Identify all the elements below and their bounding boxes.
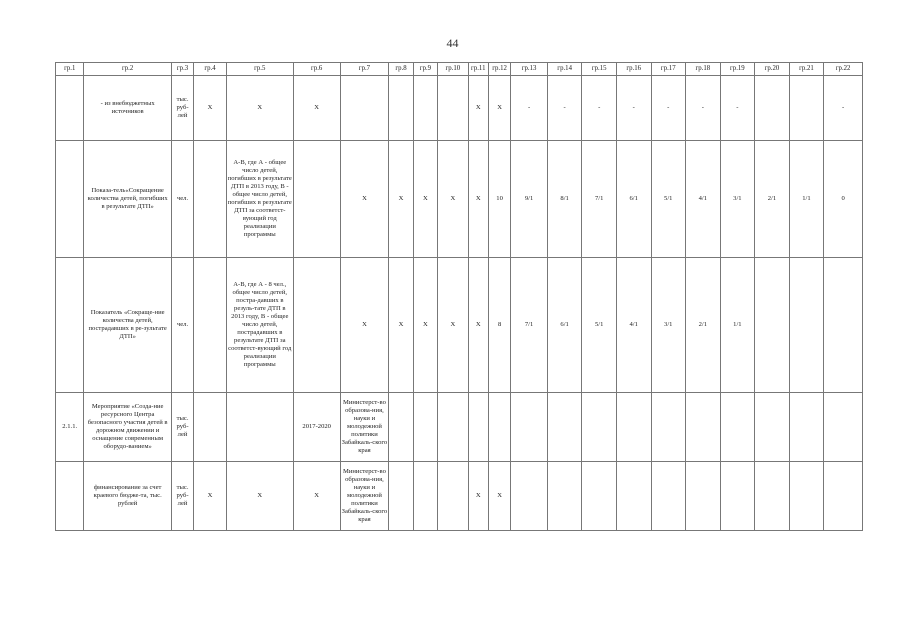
table-cell [194,141,227,258]
table-cell: 2/1 [755,141,790,258]
table-cell [789,462,824,531]
table-cell: Х [293,76,340,141]
table-cell [438,462,468,531]
table-cell: - [824,76,863,141]
table-cell [755,393,790,462]
table-cell: 6/1 [547,258,582,393]
table-cell: Х [468,76,488,141]
table-cell [511,393,548,462]
table-cell: - [511,76,548,141]
table-cell [824,462,863,531]
table-cell: Министерст-во образова-ния, науки и молодежной политики Забайкаль-ского края [340,462,389,531]
table-cell: Х [413,141,437,258]
table-cell: - [686,76,721,141]
table-row [56,76,863,141]
table-cell: 8 [488,258,510,393]
column-header: гр.11 [468,63,488,76]
table-cell: чел. [171,258,193,393]
table-cell: Министерст-во образова-ния, науки и молодежной политики Забайкаль-ского края [340,393,389,462]
table-cell [651,462,686,531]
table-cell [468,393,488,462]
table-cell [293,141,340,258]
column-header: гр.17 [651,63,686,76]
table-cell: Х [340,141,389,258]
table-cell: 3/1 [651,258,686,393]
column-header: гр.20 [755,63,790,76]
table-cell [56,258,84,393]
table-cell: 8/1 [547,141,582,258]
column-header: гр.13 [511,63,548,76]
table-cell: А-В, где А - общее число детей, погибших в результате ДТП в 2013 году, В - общее число детей, погибших в результате ДТП за соответст-вующий год реализации программы [226,141,293,258]
table-cell: Х [488,462,510,531]
table-cell [616,393,651,462]
table-row [56,393,863,462]
table-cell: 1/1 [789,141,824,258]
column-header: гр.14 [547,63,582,76]
table-cell [789,258,824,393]
column-header: гр.19 [720,63,755,76]
table-cell: 2017-2020 [293,393,340,462]
table-cell [438,393,468,462]
column-header: гр.5 [226,63,293,76]
table-cell: 4/1 [616,258,651,393]
table-cell: тыс. руб-лей [171,76,193,141]
table-cell [56,141,84,258]
table-cell: - [720,76,755,141]
table-cell: - [582,76,617,141]
table-cell: 1/1 [720,258,755,393]
column-header: гр.16 [616,63,651,76]
column-header: гр.8 [389,63,413,76]
table-cell [755,76,790,141]
table-cell [686,462,721,531]
table-cell: Х [194,76,227,141]
column-header: гр.12 [488,63,510,76]
table-cell: 2.1.1. [56,393,84,462]
table-cell: 10 [488,141,510,258]
table-cell: Х [468,462,488,531]
table-cell: Мероприятие «Созда-ние ресурсного Центра безопасного участия детей в дорожном движении и оснащение современным оборудо-ванием» [84,393,171,462]
table-cell [438,76,468,141]
table-cell [389,76,413,141]
table-cell: 3/1 [720,141,755,258]
table-cell [547,393,582,462]
table-cell: Х [226,76,293,141]
table-cell: Х [438,141,468,258]
table-cell [720,393,755,462]
table-cell: 5/1 [582,258,617,393]
table-cell [413,393,437,462]
table-cell [340,76,389,141]
table-cell: - [616,76,651,141]
table-row [56,141,863,258]
table-cell [413,462,437,531]
table-cell: 7/1 [582,141,617,258]
column-header: гр.1 [56,63,84,76]
table-cell [824,393,863,462]
table-cell [651,393,686,462]
table-cell [488,393,510,462]
table-cell: 2/1 [686,258,721,393]
table-cell: Показа-тель«Сокращение количества детей, погибших в результате ДТП» [84,141,171,258]
table-cell [56,462,84,531]
table-cell: тыс. руб-лей [171,393,193,462]
data-table [55,62,863,531]
table-cell [511,462,548,531]
table-cell: Х [413,258,437,393]
table-cell: Х [468,141,488,258]
column-header: гр.3 [171,63,193,76]
table-cell [720,462,755,531]
column-header: гр.18 [686,63,721,76]
table-cell [616,462,651,531]
column-header: гр.21 [789,63,824,76]
table-cell: Х [438,258,468,393]
table-cell [547,462,582,531]
table-cell [226,393,293,462]
table-row [56,258,863,393]
table-cell: - из внебюджетных источников [84,76,171,141]
table-cell: 6/1 [616,141,651,258]
table-cell [194,258,227,393]
table-cell: чел. [171,141,193,258]
table-cell: Х [488,76,510,141]
table-cell: 7/1 [511,258,548,393]
column-header: гр.4 [194,63,227,76]
table-cell [389,393,413,462]
table-cell: А-В, где А - 8 чел., общее число детей, постра-давших в резуль-тате ДТП в 2013 году, В - общее число детей, пострадавших в результате ДТП за соответст-вующий год реализации программы [226,258,293,393]
table-cell: Х [389,258,413,393]
table-cell [582,393,617,462]
column-header: гр.6 [293,63,340,76]
column-header: гр.22 [824,63,863,76]
table-cell: Показатель «Сокраще-ние количества детей, пострадавших в ре-зультате ДТП» [84,258,171,393]
table-cell [755,258,790,393]
table-cell: 4/1 [686,141,721,258]
header-row [56,63,863,76]
column-header: гр.10 [438,63,468,76]
table-cell [389,462,413,531]
table-cell: тыс. руб-лей [171,462,193,531]
table-cell: - [547,76,582,141]
table-cell: 0 [824,141,863,258]
table-cell: 9/1 [511,141,548,258]
table-cell [755,462,790,531]
table-cell [789,393,824,462]
table-cell: Х [389,141,413,258]
table-cell: Х [340,258,389,393]
table-cell [686,393,721,462]
table-cell: Х [194,462,227,531]
column-header: гр.15 [582,63,617,76]
column-header: гр.9 [413,63,437,76]
table-cell [293,258,340,393]
table-cell [56,76,84,141]
table-cell: финансирование за счет краевого бюдже-та, тыс. рублей [84,462,171,531]
table-row [56,462,863,531]
table-cell: 5/1 [651,141,686,258]
table-cell [582,462,617,531]
table-cell: Х [293,462,340,531]
page-number: 44 [446,36,459,50]
table-cell [789,76,824,141]
table-cell: Х [226,462,293,531]
column-header: гр.2 [84,63,171,76]
table-cell: Х [468,258,488,393]
column-header: гр.7 [340,63,389,76]
table-cell [194,393,227,462]
table-cell [413,76,437,141]
table-cell [824,258,863,393]
table-cell: - [651,76,686,141]
